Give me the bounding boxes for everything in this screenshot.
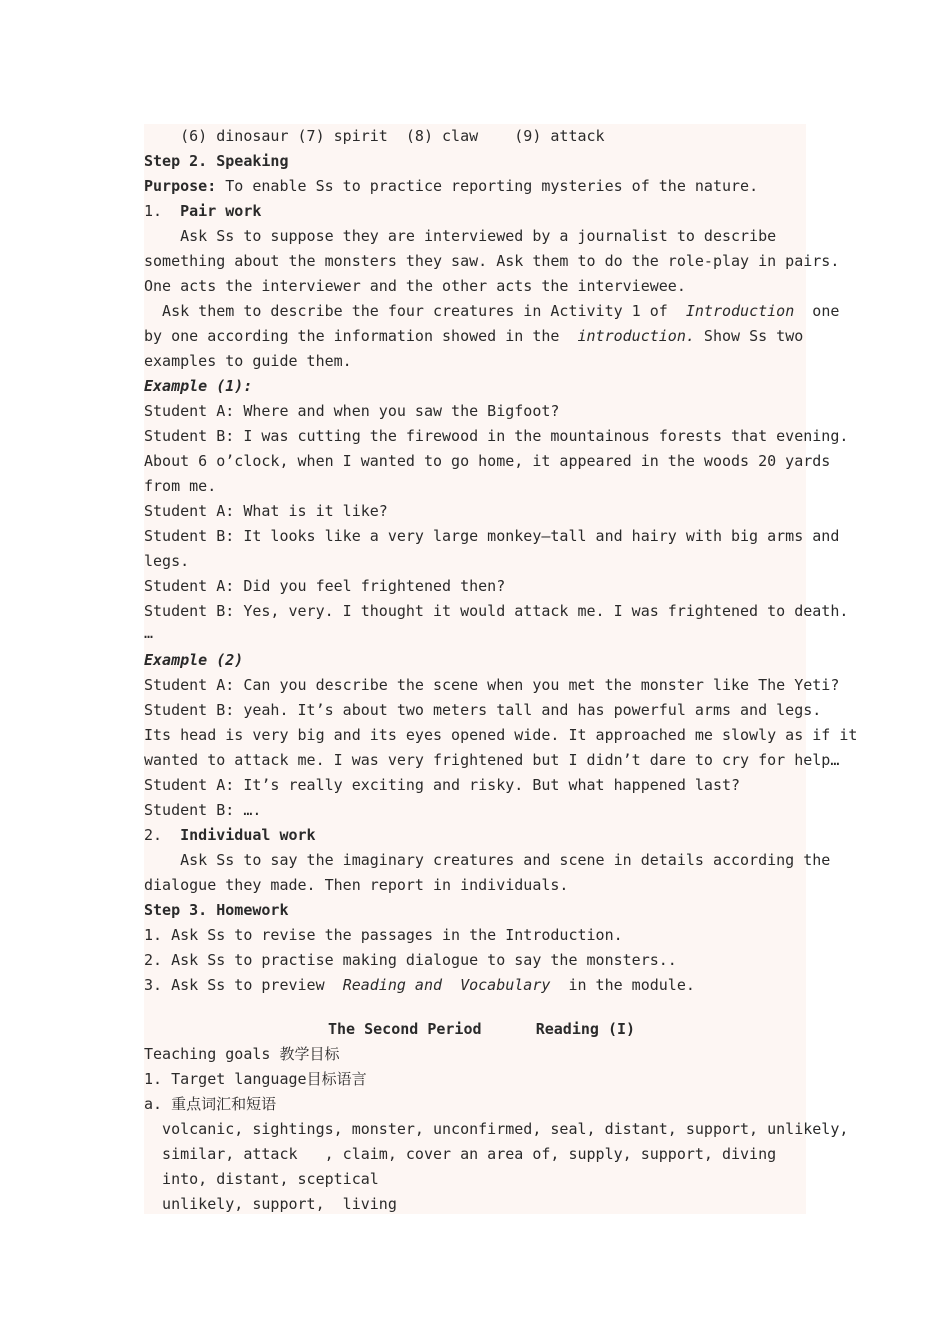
vocab-line: similar, attack , claim, cover an area of, supply, support, diving bbox=[144, 1145, 777, 1163]
dialogue-line: wanted to attack me. I was very frightened but I didn’t dare to cry for help… bbox=[144, 751, 840, 769]
step-2-heading: Step 2. Speaking bbox=[144, 152, 289, 170]
text-span: 3. Ask Ss to preview bbox=[144, 976, 343, 994]
paragraph-line: Ask Ss to say the imaginary creatures and scene in details according the bbox=[144, 851, 831, 869]
vocab-line: volcanic, sightings, monster, unconfirmed, seal, distant, support, unlikely, bbox=[144, 1120, 849, 1138]
target-language-heading bbox=[144, 1067, 367, 1092]
paragraph-line: Ask Ss to suppose they are interviewed by a journalist to describe bbox=[144, 227, 777, 245]
dialogue-line: Student A: Did you feel frightened then? bbox=[144, 577, 506, 595]
individual-work-label: Individual work bbox=[180, 826, 316, 844]
dialogue-line: Student B: …. bbox=[144, 801, 262, 819]
vocab-line: into, distant, sceptical bbox=[144, 1170, 379, 1188]
dialogue-line: Student A: What is it like? bbox=[144, 502, 388, 520]
vocab-list-continued: (6) dinosaur (7) spirit (8) claw (9) attack bbox=[144, 127, 605, 145]
text-span: 1. Target language bbox=[144, 1070, 307, 1088]
text-span: one bbox=[794, 302, 840, 320]
pair-work-heading bbox=[144, 199, 261, 224]
italic-term: Introduction bbox=[685, 302, 795, 320]
chinese-text: 重点词汇和短语 bbox=[171, 1095, 277, 1113]
homework-item: 1. Ask Ss to revise the passages in the Introduction. bbox=[144, 926, 623, 944]
dialogue-line: Student B: Yes, very. I thought it would attack me. I was frightened to death. bbox=[144, 602, 849, 620]
homework-item bbox=[144, 973, 695, 998]
purpose-label: Purpose: bbox=[144, 177, 217, 195]
list-number: 2. bbox=[144, 826, 181, 844]
individual-work-heading bbox=[144, 823, 316, 848]
paragraph-line bbox=[144, 299, 839, 324]
key-vocab-heading bbox=[144, 1092, 276, 1117]
text-span: in the module. bbox=[550, 976, 695, 994]
example-1-heading: Example (1): bbox=[144, 377, 253, 395]
period-title: The Second Period Reading (I) bbox=[328, 1020, 636, 1038]
dialogue-line: Student B: I was cutting the firewood in the mountainous forests that evening. bbox=[144, 427, 849, 445]
dialogue-line: Student B: It looks like a very large monkey—tall and hairy with big arms and bbox=[144, 527, 840, 545]
step-3-heading: Step 3. Homework bbox=[144, 901, 289, 919]
dialogue-line: Its head is very big and its eyes opened wide. It approached me slowly as if it bbox=[144, 726, 858, 744]
chinese-text: 教学目标 bbox=[279, 1045, 340, 1063]
paragraph-line: something about the monsters they saw. Ask them to do the role-play in pairs. bbox=[144, 252, 840, 270]
text-span: a. bbox=[144, 1095, 172, 1113]
text-span: Teaching goals bbox=[144, 1045, 280, 1063]
paragraph-line: examples to guide them. bbox=[144, 352, 352, 370]
chinese-text: 目标语言 bbox=[306, 1070, 367, 1088]
dialogue-line: Student B: yeah. It’s about two meters tall and has powerful arms and legs. bbox=[144, 701, 822, 719]
italic-term: introduction. bbox=[577, 327, 695, 345]
ellipsis-line: … bbox=[144, 624, 154, 642]
italic-term: Reading and Vocabulary bbox=[342, 976, 551, 994]
dialogue-line: Student A: Where and when you saw the Bigfoot? bbox=[144, 402, 560, 420]
dialogue-line: from me. bbox=[144, 477, 217, 495]
homework-item: 2. Ask Ss to practise making dialogue to say the monsters.. bbox=[144, 951, 677, 969]
dialogue-line: Student A: It’s really exciting and risky. But what happened last? bbox=[144, 776, 741, 794]
text-span: Ask them to describe the four creatures in Activity 1 of bbox=[144, 302, 686, 320]
document-page bbox=[144, 124, 858, 1214]
paragraph-line bbox=[144, 324, 803, 349]
dialogue-line: legs. bbox=[144, 552, 190, 570]
paragraph-line: One acts the interviewer and the other acts the interviewee. bbox=[144, 277, 686, 295]
vocab-line: unlikely, support, living bbox=[144, 1195, 397, 1213]
pair-work-label: Pair work bbox=[180, 202, 262, 220]
example-2-heading: Example (2) bbox=[144, 651, 244, 669]
text-span: Show Ss two bbox=[694, 327, 804, 345]
list-number: 1. bbox=[144, 202, 181, 220]
text-span: by one according the information showed in the bbox=[144, 327, 578, 345]
teaching-goals-heading bbox=[144, 1042, 339, 1067]
dialogue-line: Student A: Can you describe the scene when you met the monster like The Yeti? bbox=[144, 676, 840, 694]
paragraph-line: dialogue they made. Then report in individuals. bbox=[144, 876, 569, 894]
purpose-line bbox=[144, 174, 758, 199]
dialogue-line: About 6 o’clock, when I wanted to go home, it appeared in the woods 20 yards bbox=[144, 452, 831, 470]
purpose-text: To enable Ss to practice reporting mysteries of the nature. bbox=[216, 177, 759, 195]
